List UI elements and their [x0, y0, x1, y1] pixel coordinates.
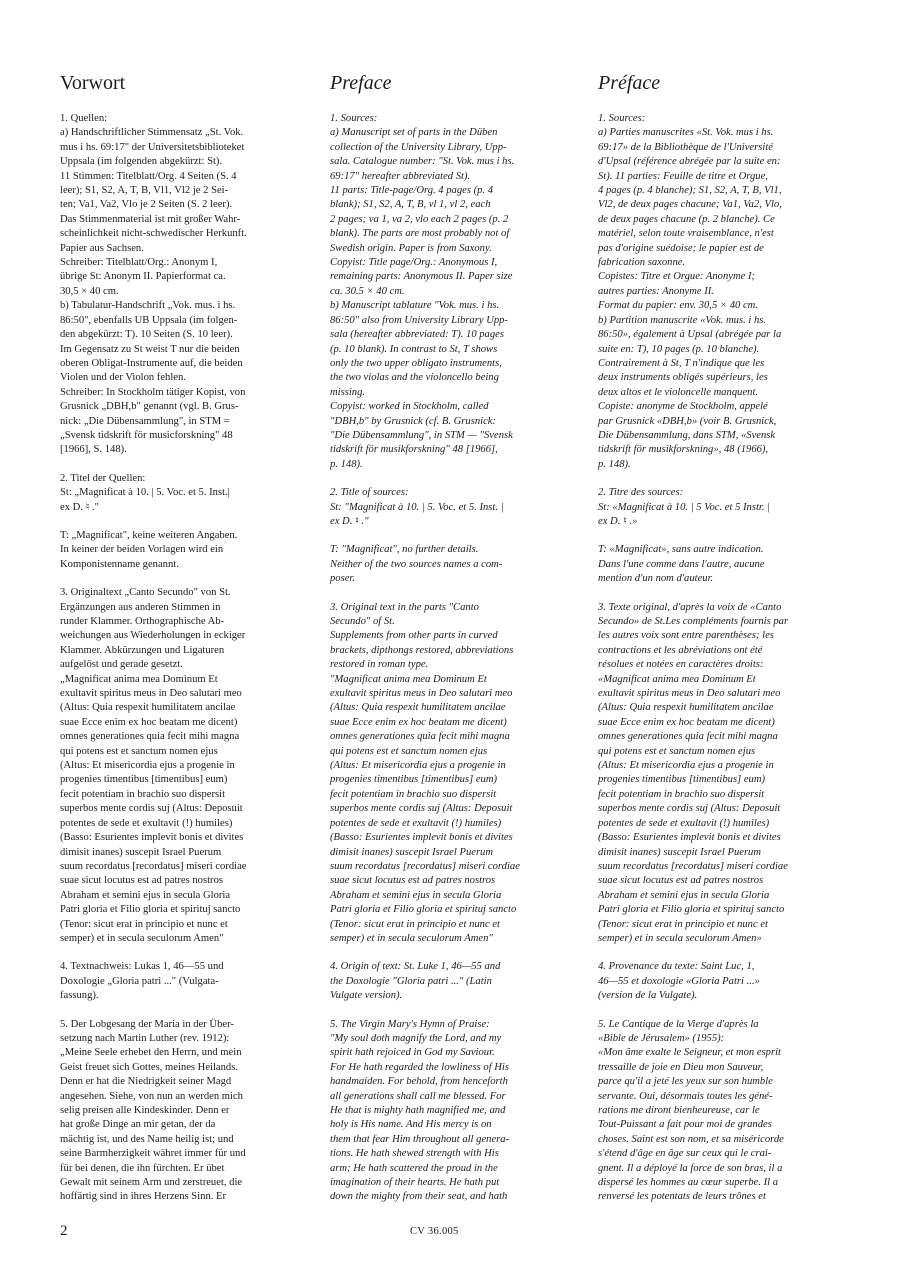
text-line: dispersé les hommes au cœur superbe. Il a: [598, 1177, 779, 1189]
text-line: (Tenor: sicut erat in principio et nunc et: [598, 918, 768, 930]
text-line: 11 Stimmen: Titelblatt/Org. 4 Seiten (S. 4: [60, 170, 237, 182]
column-title: Preface: [330, 72, 392, 94]
text-line: progenies timentibus [timentibus] eum): [330, 774, 498, 786]
text-line: suae sicut locutus est ad patres nostros: [598, 875, 764, 887]
text-line: de deux pages chacune (p. 2 blanche). Ce: [598, 213, 775, 225]
text-line: exultavit spiritus meus in Deo salutari meo: [598, 688, 781, 700]
text-line: Schreiber: In Stockholm tätiger Kopist, von: [60, 386, 246, 398]
text-line: b) Manuscript tablature "Vok. mus. i hs.: [330, 300, 500, 312]
text-line: Gewalt mit seinem Arm und zerstreuet, die: [60, 1177, 243, 1189]
text-line: 4. Origin of text: St. Luke 1, 46—55 and: [330, 961, 501, 973]
text-line: remaining parts: Anonymous II. Paper size: [330, 271, 513, 283]
text-line: (version de la Vulgate).: [598, 990, 698, 1002]
text-line: deux instruments obligés supérieurs, les: [598, 372, 768, 384]
text-line: ex D. ♮ .»: [598, 515, 638, 527]
text-line: omnes generationes quia fecit mihi magna: [60, 731, 240, 743]
text-line: Abraham et semini ejus in secula Gloria: [598, 889, 770, 901]
text-line: Patri gloria et Filio gloria et spirituj sancto: [330, 904, 517, 916]
text-line: les autres voix sont entre parenthèses; les: [598, 630, 774, 642]
text-line: St: "Magnificat à 10. | 5. Voc. et 5. Inst. |: [330, 501, 504, 513]
text-line: leer); S1, S2, A, T, B, Vl1, Vl2 je 2 Sei-: [60, 185, 229, 197]
text-line: suite en: T), 10 pages (p. 10 blanche).: [598, 343, 760, 355]
text-line: tions. He hath shewed strength with His: [330, 1148, 499, 1160]
text-line: semper) et in secula seculorum Amen": [330, 932, 493, 944]
text-line: dimisit inanes) suscepit Israel Puerum: [598, 846, 762, 858]
text-line: missing.: [330, 386, 366, 398]
text-line: spirit hath rejoiced in God my Saviour.: [330, 1047, 495, 1059]
text-line: Copiste: anonyme de Stockholm, appelé: [598, 401, 768, 413]
text-line: (Altus: Et misericordia ejus a progenie in: [60, 760, 235, 772]
text-line: 5. The Virgin Mary's Hymn of Praise:: [330, 1018, 490, 1030]
text-line: T: "Magnificat", no further details.: [330, 544, 479, 556]
text-line: Komponistenname genannt.: [60, 558, 179, 570]
text-line: parce qu'il a jeté les yeux sur son humble: [598, 1076, 773, 1088]
text-line: p. 148).: [330, 458, 363, 470]
text-line: fecit potentiam in brachio suo dispersit: [60, 788, 226, 800]
text-line: (Altus: Quia respexit humilitatem ancilae: [330, 702, 506, 714]
text-line: selig preisen alle Kindeskinder. Denn er: [60, 1105, 230, 1116]
text-line: [1966], S. 148).: [60, 444, 127, 456]
text-line: superbos mente cordis suj (Altus: Deposuit: [598, 803, 781, 815]
text-line: 46—55 et doxologie «Gloria Patri ...»: [598, 975, 760, 987]
text-line: tidskrift för musikforskning" 48 [1966],: [330, 444, 498, 456]
text-line: Violen und der Violon fehlen.: [60, 372, 186, 384]
text-line: sala (hereafter abbreviated: T). 10 pages: [330, 329, 504, 341]
text-line: servante. Oui, désormais toutes les géné-: [598, 1090, 773, 1102]
text-line: suum recordatus [recordatus] miseri cordiae: [598, 860, 788, 872]
text-line: 69:17» de la Bibliothèque de l'Université: [598, 141, 773, 153]
text-line: fassung).: [60, 990, 99, 1002]
text-line: ex D. ♮ .": [60, 501, 100, 513]
text-section: [60, 472, 310, 515]
text-line: Copyist: Title page/Org.: Anonymous I,: [330, 257, 498, 269]
text-line: suum recordatus [recordatus] miseri cordiae: [60, 860, 247, 872]
text-line: 4. Textnachweis: Lukas 1, 46—55 und: [60, 961, 224, 973]
text-line: "DBH,b" by Grusnick (cf. B. Grusnick:: [330, 415, 496, 427]
text-line: aufgelöst und gerade gesetzt.: [60, 659, 183, 671]
text-line: Abraham et semini ejus in secula Gloria: [330, 889, 502, 901]
text-line: (Basso: Esurientes implevit bonis et divites: [60, 832, 244, 844]
text-line: „Svensk tidskrift för musicforskning" 48: [60, 429, 233, 441]
text-line: 5. Der Lobgesang der Maria in der Über-: [60, 1018, 234, 1030]
text-line: potentes de sede et exultavit (!) humiles): [598, 817, 770, 829]
text-line: 4. Provenance du texte: Saint Luc, 1,: [598, 961, 755, 973]
text-line: übrige St: Anonym II. Papierformat ca.: [60, 271, 226, 283]
text-section: [598, 1018, 846, 1205]
text-line: p. 148).: [598, 458, 631, 470]
text-line: renversé les potentats de leurs trônes et: [598, 1191, 766, 1203]
text-line: T: „Magnificat", keine weiteren Angaben.: [60, 529, 238, 541]
text-line: progenies timentibus [timentibus] eum): [598, 774, 766, 786]
text-line: 1. Quellen:: [60, 113, 108, 124]
text-line: 3. Originaltext „Canto Secundo" von St.: [60, 587, 231, 599]
text-line: Copistes: Titre et Orgue: Anonyme I;: [598, 271, 756, 283]
text-line: 2. Titel der Quellen:: [60, 472, 146, 484]
text-line: "My soul doth magnify the Lord, and my: [330, 1032, 502, 1044]
text-line: Schreiber: Titelblatt/Org.: Anonym I,: [60, 257, 218, 269]
text-line: Tout-Puissant a fait pour moi de grandes: [598, 1119, 772, 1131]
text-line: «Bible de Jérusalem» (1955):: [598, 1032, 725, 1044]
text-line: poser.: [330, 573, 356, 585]
text-section: [330, 601, 580, 947]
text-line: (p. 10 blank). In contrast to St, T shows: [330, 343, 498, 355]
text-line: suum recordatus [recordatus] miseri cordiae: [330, 860, 520, 872]
text-line: gnent. Il a déployé la force de son bras, il a: [598, 1162, 783, 1174]
text-section: [598, 543, 846, 586]
text-line: (Altus: Quia respexit humilitatem ancilae: [598, 702, 774, 714]
text-line: brackets, dipthongs restored, abbreviations: [330, 644, 514, 656]
text-line: potentes de sede et exultavit (!) humiles): [330, 817, 502, 829]
text-line: Die Dübensammlung, dans STM, «Svensk: [598, 429, 776, 441]
text-line: pas d'origine suédoise; le papier est de: [598, 242, 764, 254]
text-section: [330, 112, 580, 472]
text-line: «Mon âme exalte le Seigneur, et mon esprit: [598, 1047, 781, 1059]
text-line: contractions et les abréviations ont été: [598, 644, 763, 656]
text-line: 1. Sources:: [330, 113, 378, 124]
catalogue-code: CV 36.005: [410, 1226, 459, 1237]
text-line: arm; He hath scattered the proud in the: [330, 1162, 498, 1174]
text-line: (Basso: Esurientes implevit bonis et divites: [330, 832, 513, 844]
text-line: tidskrift för musikforskning», 48 (1966),: [598, 444, 769, 456]
text-section: [60, 529, 310, 572]
text-line: Uppsala (im folgenden abgekürzt: St).: [60, 156, 223, 168]
text-line: Vl2, de deux pages chacune; Va1, Va2, Vlo,: [598, 199, 782, 211]
text-line: fecit potentiam in brachio suo dispersit: [598, 788, 765, 800]
text-line: 86:50», également à Upsal (abrégée par la: [598, 329, 782, 341]
text-section: [60, 586, 310, 946]
text-line: restored in roman type.: [330, 659, 429, 671]
text-line: choses. Saint est son nom, et sa miséricorde: [598, 1133, 784, 1145]
text-line: s'étend d'âge en âge sur ceux qui le crai-: [598, 1148, 772, 1160]
text-line: mention d'un nom d'auteur.: [598, 573, 714, 585]
text-line: Papier aus Sachsen.: [60, 242, 144, 254]
text-line: Neither of the two sources names a com-: [330, 558, 503, 570]
text-line: Im Gegensatz zu St weist T nur die beiden: [60, 343, 240, 355]
text-section: [330, 960, 580, 1003]
text-line: (Basso: Esurientes implevit bonis et divites: [598, 832, 781, 844]
text-line: 4 pages (p. 4 blanche); S1, S2, A, T, B, Vl1,: [598, 185, 782, 197]
text-line: the Doxologie "Gloria patri ..." (Latin: [330, 975, 492, 987]
text-line: den abgekürzt: T). 10 Seiten (S. 10 leer).: [60, 329, 233, 341]
text-line: handmaiden. For behold, from henceforth: [330, 1076, 508, 1088]
text-line: Abraham et semini ejus in secula Gloria: [60, 889, 231, 901]
text-line: St: „Magnificat à 10. | 5. Voc. et 5. Inst.|: [60, 487, 230, 499]
text-line: setzung nach Martin Luther (rev. 1912):: [60, 1032, 230, 1044]
text-line: "Magnificat anima mea Dominum Et: [330, 673, 487, 685]
text-line: oberen Obligat-Instrumente auf, die beiden: [60, 357, 243, 369]
text-line: imagination of their hearts. He hath put: [330, 1177, 500, 1189]
text-line: par Grusnick «DBH,b» (voir B. Grusnick,: [598, 415, 777, 427]
text-section: [60, 960, 310, 1003]
page-number: 2: [60, 1223, 68, 1239]
column-french: [598, 70, 846, 1219]
text-line: semper) et in secula seculorum Amen»: [598, 932, 762, 944]
text-section: [330, 543, 580, 586]
text-line: scheinlichkeit nicht-schwedischer Herkunft.: [60, 228, 247, 240]
text-section: [598, 601, 846, 947]
text-line: mus i hs. 69:17" der Universitetsbiblioteket: [60, 141, 245, 153]
text-line: them that fear Him throughout all genera-: [330, 1133, 510, 1145]
text-line: (Altus: Quia respexit humilitatem ancilae: [60, 702, 236, 714]
text-line: suae sicut locutus est ad patres nostros: [60, 875, 223, 887]
text-line: a) Handschriftlicher Stimmensatz „St. Vok.: [60, 127, 244, 139]
text-line: fabrication saxonne.: [598, 257, 686, 269]
text-line: superbos mente cordis suj (Altus: Deposuit: [60, 803, 243, 815]
column-title: Vorwort: [60, 72, 126, 94]
text-line: exultavit spiritus meus in Deo salutari meo: [60, 688, 242, 700]
text-line: exultavit spiritus meus in Deo salutari meo: [330, 688, 513, 700]
text-line: dimisit inanes) suscepit Israel Puerum: [60, 846, 222, 858]
text-line: „Magnificat anima mea Dominum Et: [60, 673, 218, 685]
text-line: (Altus: Et misericordia ejus a progenie in: [330, 760, 506, 772]
column-title: Préface: [598, 72, 661, 94]
text-line: T: «Magnificat», sans autre indication.: [598, 544, 764, 556]
text-line: d'Upsal (référence abrégée par la suite en:: [598, 156, 781, 168]
text-section: [598, 960, 846, 1003]
text-line: "Die Dübensammlung", in STM — "Svensk: [330, 429, 513, 441]
text-line: sala. Catalogue number: "St. Vok. mus i hs.: [330, 156, 515, 168]
text-line: ca. 30.5 × 40 cm.: [330, 285, 405, 297]
text-line: dimisit inanes) suscepit Israel Puerum: [330, 846, 494, 858]
text-line: „Meine Seele erhebet den Herrn, und mein: [60, 1047, 242, 1059]
text-line: only the two upper obligato instruments,: [330, 357, 502, 369]
text-section: [598, 486, 846, 529]
text-section: [330, 486, 580, 529]
text-line: collection of the University Library, Upp-: [330, 141, 507, 153]
text-line: 3. Original text in the parts "Canto: [330, 601, 479, 613]
column-body: [60, 112, 310, 1205]
text-line: For He hath regarded the lowliness of His: [330, 1061, 510, 1073]
text-line: ex D. ♮ .": [330, 515, 369, 527]
text-line: Patri gloria et Filio gloria et spirituj sancto: [60, 904, 241, 916]
text-line: autres parties: Anonyme II.: [598, 285, 714, 297]
text-line: Patri gloria et Filio gloria et spirituj sancto: [598, 904, 785, 916]
text-line: (Tenor: sicut erat in principio et nunc et: [60, 918, 228, 930]
column-english: [330, 70, 580, 1219]
text-line: omnes generationes quia fecit mihi magna: [330, 731, 510, 743]
text-line: mächtig ist, und des Name heilig ist; und: [60, 1133, 234, 1145]
text-line: holy is His name. And His mercy is on: [330, 1119, 492, 1131]
text-line: 69:17" hereafter abbreviated St).: [330, 170, 471, 182]
text-line: In keiner der beiden Vorlagen wird ein: [60, 544, 224, 556]
text-line: Ergänzungen aus anderen Stimmen in: [60, 601, 221, 613]
text-line: Geist freuet sich Gottes, meines Heilands.: [60, 1061, 238, 1073]
text-line: superbos mente cordis suj (Altus: Deposuit: [330, 803, 513, 815]
text-line: suae Ecce enim ex hoc beatam me dicent): [598, 716, 775, 728]
text-line: nick: „Die Dübensammlung", in STM =: [60, 415, 230, 427]
text-line: hat große Dinge an mir getan, der da: [60, 1119, 216, 1131]
text-line: rations me diront bienheureuse, car le: [598, 1105, 760, 1116]
text-line: (Tenor: sicut erat in principio et nunc et: [330, 918, 500, 930]
text-line: 11 parts: Title-page/Org. 4 pages (p. 4: [330, 185, 494, 197]
text-line: blank); S1, S2, A, T, B, vl 1, vl 2, each: [330, 199, 491, 211]
text-line: Secundo" of St.: [330, 616, 395, 627]
text-section: [330, 1018, 580, 1205]
text-line: qui potens est et sanctum nomen ejus: [60, 745, 218, 757]
text-line: 5. Le Cantique de la Vierge d'après la: [598, 1018, 759, 1030]
text-line: suae sicut locutus est ad patres nostros: [330, 875, 496, 887]
text-line: Swedish origin. Paper is from Saxony.: [330, 242, 492, 254]
text-line: weichungen aus Wiederholungen in eckiger: [60, 630, 246, 642]
text-line: résolues et notées en caractères droits:: [598, 659, 764, 671]
text-section: [60, 1018, 310, 1205]
text-line: Contrairement à St, T n'indique que les: [598, 357, 765, 369]
text-line: Doxologie „Gloria patri ..." (Vulgata-: [60, 975, 219, 987]
text-line: Copyist: worked in Stockholm, called: [330, 401, 489, 413]
text-line: St: «Magnificat à 10. | 5 Voc. et 5 Instr. |: [598, 501, 771, 513]
text-line: angesehen. Siehe, von nun an werden mich: [60, 1090, 243, 1102]
text-line: 2 pages; va 1, va 2, vlo each 2 pages (p. 2: [330, 213, 509, 225]
text-line: b) Partition manuscrite «Vok. mus. i hs.: [598, 314, 767, 326]
text-line: He that is mighty hath magnified me, and: [330, 1105, 506, 1116]
text-line: a) Parties manuscrites «St. Vok. mus i hs.: [598, 127, 774, 139]
text-line: ten; Va1, Va2, Vlo je 2 Seiten (S. 2 leer).: [60, 199, 233, 211]
text-line: Format du papier: env. 30,5 × 40 cm.: [598, 300, 758, 312]
text-line: runder Klammer. Orthographische Ab-: [60, 616, 225, 627]
text-line: hoffärtig sind in ihres Herzens Sinn. Er: [60, 1191, 227, 1203]
text-line: matériel, selon toute vraisemblance, n'est: [598, 228, 774, 240]
text-section: [60, 112, 310, 458]
text-line: Grusnick „DBH,b" genannt (vgl. B. Grus-: [60, 401, 239, 413]
text-line: seine Barmherzigkeit währet immer für und: [60, 1148, 246, 1160]
text-line: the two violas and the violoncello being: [330, 372, 499, 384]
column-body: [598, 112, 846, 1205]
text-line: 30,5 × 40 cm.: [60, 285, 119, 297]
text-line: Denn er hat die Niedrigkeit seiner Magd: [60, 1076, 232, 1088]
text-line: a) Manuscript set of parts in the Düben: [330, 127, 498, 139]
text-line: qui potens est et sanctum nomen ejus: [330, 745, 488, 757]
text-line: down the mighty from their seat, and hath: [330, 1191, 508, 1203]
text-line: 3. Texte original, d'après la voix de «Canto: [598, 601, 782, 613]
text-line: Klammer. Abkürzungen und Ligaturen: [60, 644, 225, 656]
text-line: potentes de sede et exultavit (!) humiles): [60, 817, 233, 829]
text-line: Dans l'une comme dans l'autre, aucune: [598, 558, 765, 570]
text-line: blank). The parts are most probably not of: [330, 228, 510, 240]
text-line: (Altus: Et misericordia ejus a progenie in: [598, 760, 774, 772]
text-line: 2. Titre des sources:: [598, 487, 684, 499]
text-line: progenies timentibus [timentibus] eum): [60, 774, 228, 786]
text-line: Das Stimmenmaterial ist mit großer Wahr-: [60, 213, 241, 225]
text-line: für bei denen, die ihn fürchten. Er übet: [60, 1162, 225, 1174]
text-line: suae Ecce enim ex hoc beatam me dicent): [60, 716, 238, 728]
text-line: 86:50" also from University Library Upp-: [330, 314, 508, 326]
column-body: [330, 112, 580, 1205]
text-line: 2. Title of sources:: [330, 487, 409, 499]
text-line: omnes generationes quia fecit mihi magna: [598, 731, 778, 743]
column-german: [60, 70, 310, 1219]
text-line: Vulgate version).: [330, 990, 403, 1002]
text-line: 1. Sources:: [598, 113, 646, 124]
text-line: b) Tabulatur-Handschrift „Vok. mus. i hs.: [60, 300, 236, 312]
text-line: deux altos et le violoncelle manquent.: [598, 386, 759, 398]
text-line: 86:50", ebenfalls UB Uppsala (im folgen-: [60, 314, 238, 326]
text-line: suae Ecce enim ex hoc beatam me dicent): [330, 716, 507, 728]
text-line: qui potens est et sanctum nomen ejus: [598, 745, 756, 757]
text-section: [598, 112, 846, 472]
text-line: «Magnificat anima mea Dominum Et: [598, 673, 756, 685]
text-line: semper) et in secula seculorum Amen": [60, 932, 224, 944]
text-line: St). 11 parties: Feuille de titre et Orgue,: [598, 170, 768, 182]
text-line: tressaille de joie en Dieu mon Sauveur,: [598, 1061, 764, 1073]
text-line: fecit potentiam in brachio suo dispersit: [330, 788, 497, 800]
text-line: Supplements from other parts in curved: [330, 630, 498, 642]
text-line: all generations shall call me blessed. For: [330, 1090, 506, 1102]
text-line: Secundo» de St.Les compléments fournis par: [598, 616, 789, 627]
